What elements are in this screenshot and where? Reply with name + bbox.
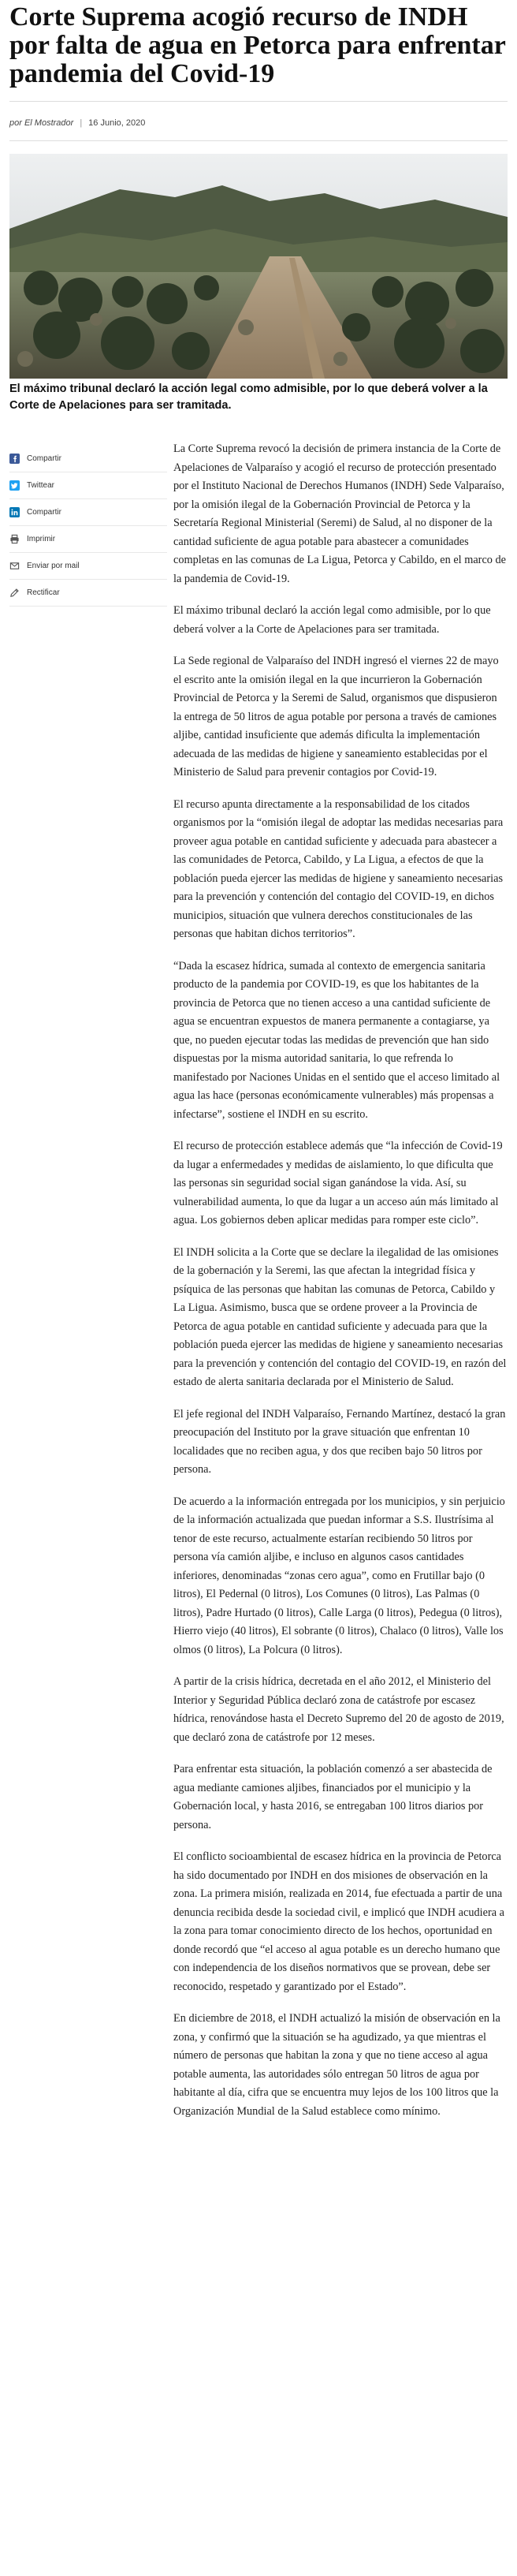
divider bbox=[9, 140, 508, 141]
author-link[interactable]: por El Mostrador bbox=[9, 118, 74, 128]
article-paragraph: La Sede regional de Valparaíso del INDH ingresó el viernes 22 de mayo el escrito ante la omisión ilegal en la que incurrieron la Gobernación Provincial de Petorca y la Seremi de Salud, organismos que dispusieron la entrega de 50 litros de agua potable por persona a través de camiones aljibe, cantidad insuficiente que además dificulta la implementación adecuada de las medidas de higiene y saneamiento establecidas por el Ministerio de Salud para prevenir contagios por Covid-19. bbox=[173, 655, 499, 778]
hero-image bbox=[9, 154, 508, 379]
facebook-icon bbox=[9, 454, 20, 464]
divider bbox=[9, 101, 508, 102]
article-headline: Corte Suprema acogió recurso de INDH por falta de agua en Petorca para enfrentar pandemia del Covid-19 bbox=[9, 2, 506, 88]
article-paragraph: “Dada la escasez hídrica, sumada al contexto de emergencia sanitaria producto de la pandemia por COVID-19, es que los habitantes de la provincia de Petorca que no tienen acceso a una cantidad suficiente de agua se encuentran expuestos de manera permanente a contagiarse, ya que, no pueden ejecutar todas las medidas de prevención que han sido dispuestas por la misma autoridad sanitaria, lo que refrenda lo manifestado por Naciones Unidas en el sentido que el acceso limitado al agua las hace (personas económicamente vulnerables) más propensas a infectarse”, sostiene el INDH en su escrito. bbox=[173, 959, 500, 1121]
share-sidebar bbox=[9, 446, 167, 607]
print-icon bbox=[9, 534, 20, 544]
share-label: Imprimir bbox=[27, 535, 56, 543]
article-paragraph: La Corte Suprema revocó la decisión de primera instancia de la Corte de Apelaciones de Valparaíso y acogió el recurso de protección presentado por el Instituto Nacional de Derechos Humanos (INDH) Sede Valparaíso, por la omisión ilegal de la Gobernación Provincial de Petorca y la Secretaría Regional Ministerial (Seremi) de Salud, al no disponer de la cantidad suficiente de agua potable para abastecer a comunidades completas en las comunas de La Ligua, Petorca y Cabildo, en el marco de la pandemia de Covid-19. bbox=[173, 442, 507, 585]
share-label: Rectificar bbox=[27, 588, 60, 597]
image-caption: El máximo tribunal declaró la acción legal como admisible, por lo que deberá volver a la Corte de Apelaciones para ser tramitada. bbox=[9, 383, 488, 412]
email-button[interactable] bbox=[9, 553, 167, 580]
byline bbox=[9, 118, 145, 128]
article-paragraph: El recurso apunta directamente a la responsabilidad de los citados organismos por la “omisión ilegal de adoptar las medidas necesarias para proveer agua potable en cantidad suficiente y adecuada para abastecer a las comunidades de Petorca, Cabildo, y La Ligua, a efectos de que la población pueda ejercer las medidas de higiene y saneamiento necesarias para la prevención y contención del contagio del COVID-19, en dichos municipios, situación que vulnera derechos constitucionales de las personas que habitan dichos territorios”. bbox=[173, 797, 504, 940]
mail-icon bbox=[9, 561, 20, 571]
share-linkedin-button[interactable] bbox=[9, 499, 167, 526]
dry-riverbed-photo bbox=[9, 154, 508, 379]
rectify-button[interactable] bbox=[9, 580, 167, 607]
article-body bbox=[173, 440, 508, 2134]
share-label: Compartir bbox=[27, 508, 61, 517]
article-paragraph: El INDH solicita a la Corte que se declare la ilegalidad de las omisiones de la gobernación y la Seremi, las que afectan la integridad física y psíquica de las personas que habitan las comunas de Petorca, Cabildo y La Ligua. Asimismo, busca que se ordene proveer a la Provincia de Petorca de agua potable en cantidad suficiente y adecuada para que la población pueda ejercer las medidas de higiene y saneamiento necesarias para la prevención y contención del contagio del COVID-19, en razón del estado de alerta sanitaria declarada por el Ministerio de Salud. bbox=[173, 1245, 507, 1388]
article-paragraph: En diciembre de 2018, el INDH actualizó la misión de observación en la zona, y confirmó que la situación se ha agudizado, ya que mientras el número de personas que habitan la zona y que no tiene acceso al agua potable aumenta, las autoridades sólo entregan 50 litros de agua por habitante al día, cifra que se encuentra muy lejos de los 100 litros que la Organización Mundial de la Salud establece como mínimo. bbox=[173, 2012, 500, 2118]
linkedin-icon bbox=[9, 507, 20, 517]
share-twitter-button[interactable] bbox=[9, 472, 167, 499]
article-paragraph: El conflicto socioambiental de escasez hídrica en la provincia de Petorca ha sido documentado por INDH en dos misiones de observación en la zona. La primera misión, realizada en 2014, fue efectuada a partir de una denuncia recibida desde la sociedad civil, e implicó que INDH acudiera a la zona para tomar conocimiento directo de los hechos, oportunidad en donde recordó que “el acceso al agua potable es un derecho humano que con independencia de los diseños normativos que se provean, debe ser reconocido, respetado y garantizado por el Estado”. bbox=[173, 1850, 504, 1993]
share-label: Compartir bbox=[27, 454, 61, 463]
article-paragraph: El jefe regional del INDH Valparaíso, Fernando Martínez, destacó la gran preocupación del Instituto por la grave situación que enfrentan 10 localidades que no reciben agua, y dos que reciben bajo 50 litros por persona. bbox=[173, 1407, 506, 1476]
share-label: Twittear bbox=[27, 481, 55, 490]
publish-date: 16 Junio, 2020 bbox=[88, 118, 146, 128]
byline-separator: | bbox=[80, 118, 83, 128]
article-paragraph: Para enfrentar esta situación, la población comenzó a ser abastecida de agua mediante camiones aljibes, financiados por el municipio y la Gobernación local, y hasta 2016, se entregaban 100 litros diarios por persona. bbox=[173, 1763, 493, 1831]
print-button[interactable] bbox=[9, 526, 167, 553]
share-label: Enviar por mail bbox=[27, 562, 80, 570]
article-paragraph: El recurso de protección establece además que “la infección de Covid-19 da lugar a enfermedades y medidas de aislamiento, lo que dificulta que las personas sin seguridad social sigan ganándose la vida. Así, su vulnerabilidad aumenta, lo que da lugar a un acceso aún más limitado al agua. Los gobiernos deben aplicar medidas para romper este ciclo”. bbox=[173, 1140, 503, 1226]
article-paragraph: De acuerdo a la información entregada por los municipios, y sin perjuicio de la información actualizada que puedan informar a S.S. Ilustrísima al tenor de este recurso, actualmente estarían recibiendo 50 litros por persona vía camión aljibe, e incluso en algunos casos cantidades inferiores, denominadas “zonas cero agua”, como en Frutillar bajo (0 litros), El Pedernal (0 litros), Los Comunes (0 litros), Las Palmas (0 litros), Padre Hurtado (0 litros), Calle Larga (0 litros), Pedegua (0 litros), Hierro viejo (40 litros), El sobrante (0 litros), Chalaco (0 litros), Valle los olmos (0 litros), La Polcura (0 litros). bbox=[173, 1495, 505, 1656]
article-paragraph: A partir de la crisis hídrica, decretada en el año 2012, el Ministerio del Interior y Seguridad Pública declaró zona de catástrofe por escasez hídrica, renovándose hasta el Decreto Supremo del 20 de agosto de 2019, que declaró zona de catástrofe por 12 meses. bbox=[173, 1675, 504, 1744]
article-paragraph: El máximo tribunal declaró la acción legal como admisible, por lo que deberá volver a la Corte de Apelaciones para ser tramitada. bbox=[173, 604, 491, 636]
edit-icon bbox=[9, 588, 20, 598]
twitter-icon bbox=[9, 480, 20, 491]
share-facebook-button[interactable] bbox=[9, 446, 167, 472]
